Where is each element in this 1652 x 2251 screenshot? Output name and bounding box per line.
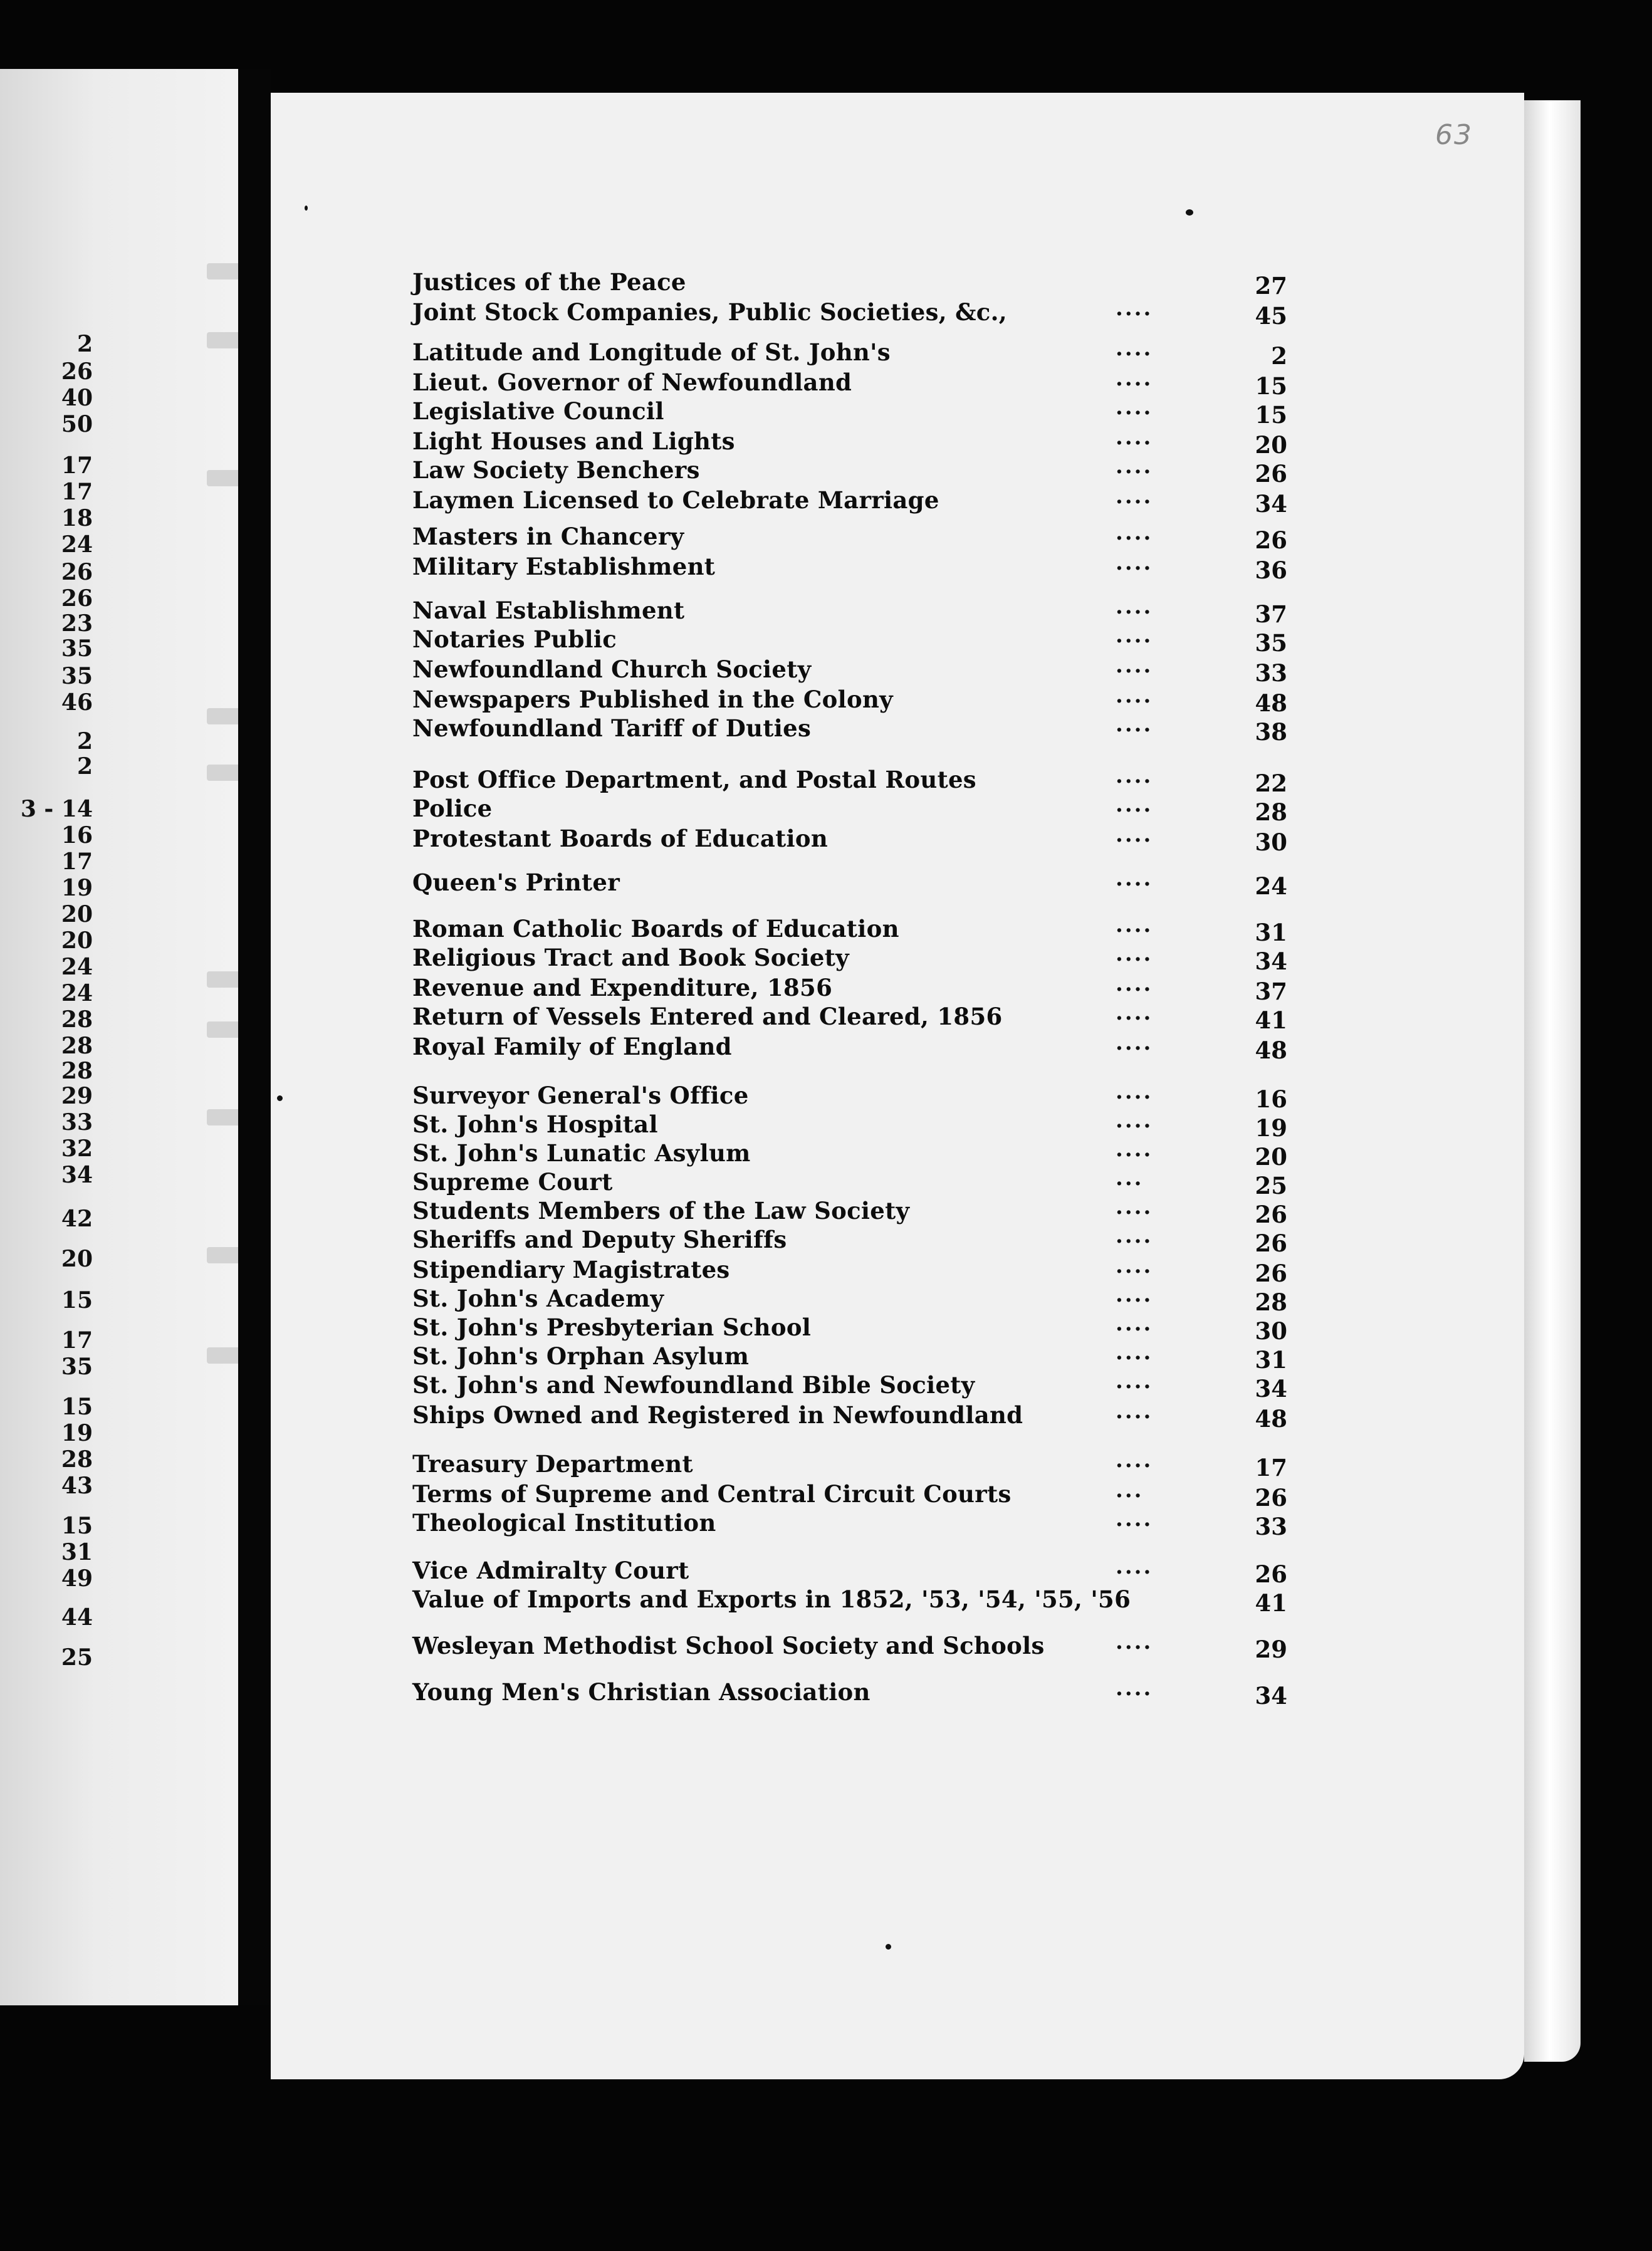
index-entry-page-number: 41 (1255, 1589, 1287, 1617)
left-page-number: 25 (61, 1644, 93, 1671)
index-entry-title: St. John's Presbyterian School (412, 1314, 812, 1341)
index-entry-page-number: 26 (1255, 1260, 1287, 1287)
index-entry-leader-dots: .... (1116, 712, 1153, 737)
index-entry-page-number: 15 (1255, 401, 1287, 429)
left-page-number: 20 (61, 927, 93, 954)
index-entry-page-number: 34 (1255, 1682, 1287, 1710)
left-page-number: 35 (61, 1354, 93, 1380)
left-page-number: 26 (61, 559, 93, 585)
index-entry-title: Young Men's Christian Association (412, 1678, 870, 1706)
index-entry-page-number: 38 (1255, 718, 1287, 746)
index-entry-page-number: 26 (1255, 460, 1287, 488)
index-entry-leader-dots: .... (1116, 1311, 1153, 1336)
index-entry-page-number: 30 (1255, 1317, 1287, 1345)
index-entry-page-number: 26 (1255, 1201, 1287, 1228)
index-entry-page-number: 34 (1255, 490, 1287, 518)
index-entry-page-number: 25 (1255, 1172, 1287, 1199)
left-page-number: 15 (61, 1513, 93, 1539)
left-page-number: 31 (61, 1539, 93, 1565)
left-page-number: 28 (61, 1006, 93, 1033)
index-entry-title: Surveyor General's Office (412, 1082, 749, 1109)
left-page-number: 15 (61, 1287, 93, 1314)
index-entry-leader-dots: .... (1116, 912, 1153, 937)
index-entry-title: Newfoundland Tariff of Duties (412, 714, 812, 742)
index-entry-leader-dots: .... (1116, 971, 1153, 996)
index-entry-title: Terms of Supreme and Central Circuit Courts (412, 1480, 1012, 1508)
index-entry-page-number: 29 (1255, 1636, 1287, 1663)
left-page-number: 19 (61, 1420, 93, 1446)
index-entry-leader-dots: .... (1116, 1507, 1153, 1532)
folio-note: 63 (1435, 119, 1473, 151)
index-entry-page-number: 2 (1271, 342, 1287, 370)
left-page-number: 28 (61, 1446, 93, 1473)
left-page-number: 3 - 14 (20, 796, 93, 822)
left-page-number: 33 (61, 1109, 93, 1136)
left-page-number: 15 (61, 1394, 93, 1420)
left-page-number: 26 (61, 585, 93, 612)
index-entry-page-number: 20 (1255, 431, 1287, 459)
left-page-number: 24 (61, 531, 93, 558)
left-page-number: 17 (61, 849, 93, 875)
left-page-number: 2 (76, 331, 93, 357)
index-entry-title: Police (412, 795, 493, 822)
index-entry-leader-dots: ... (1116, 1166, 1144, 1191)
index-entry-title: Sheriffs and Deputy Sheriffs (412, 1226, 787, 1253)
index-entry-page-number: 48 (1255, 1037, 1287, 1064)
index-entry-leader-dots: .... (1116, 1030, 1153, 1055)
index-entry-leader-dots: .... (1116, 1676, 1153, 1701)
index-entry-page-number: 31 (1255, 1346, 1287, 1374)
left-page-number: 34 (61, 1162, 93, 1188)
left-page-number: 24 (61, 980, 93, 1006)
index-entry-page-number: 48 (1255, 1405, 1287, 1433)
index-entry-title: Stipendiary Magistrates (412, 1256, 730, 1283)
index-entry-title: St. John's Orphan Asylum (412, 1342, 750, 1370)
index-entry-leader-dots: .... (1116, 1108, 1153, 1133)
left-page-number: 29 (61, 1083, 93, 1109)
index-entry-page-number: 33 (1255, 659, 1287, 687)
index-entry-title: Latitude and Longitude of St. John's (412, 338, 891, 366)
index-entry-leader-dots: .... (1116, 1079, 1153, 1104)
index-entry-page-number: 27 (1255, 272, 1287, 300)
index-entry-page-number: 48 (1255, 689, 1287, 717)
index-entry-title: Theological Institution (412, 1509, 716, 1537)
index-entry-title: Royal Family of England (412, 1033, 732, 1060)
index-entry-title: Post Office Department, and Postal Routes (412, 766, 976, 793)
left-page-number: 2 (76, 753, 93, 780)
index-entry-title: Ships Owned and Registered in Newfoundland (412, 1401, 1023, 1429)
index-entry-leader-dots: .... (1116, 395, 1153, 420)
index-entry-title: Revenue and Expenditure, 1856 (412, 974, 833, 1001)
left-page-number: 49 (61, 1565, 93, 1592)
index-entry-title: Light Houses and Lights (412, 427, 735, 455)
index-entry-title: Masters in Chancery (412, 523, 684, 550)
index-entry-title: Wesleyan Methodist School Society and Schools (412, 1632, 1045, 1659)
index-entry-page-number: 34 (1255, 948, 1287, 975)
left-page-number: 35 (61, 635, 93, 662)
left-page-number: 16 (61, 822, 93, 849)
index-entry-page-number: 17 (1255, 1454, 1287, 1481)
index-entry-title: Treasury Department (412, 1450, 693, 1478)
index-entry-title: Law Society Benchers (412, 456, 700, 484)
index-entry-title: Students Members of the Law Society (412, 1197, 910, 1225)
index-entry-title: St. John's Academy (412, 1285, 664, 1312)
index-entry-leader-dots: ... (1116, 1478, 1144, 1503)
left-page-number: 17 (61, 1327, 93, 1354)
left-page-number: 43 (61, 1473, 93, 1499)
left-page-number: 17 (61, 452, 93, 479)
left-page-number: 35 (61, 663, 93, 689)
index-entry-leader-dots: .... (1116, 1340, 1153, 1365)
index-entry-page-number: 26 (1255, 526, 1287, 554)
index-entry-page-number: 33 (1255, 1513, 1287, 1540)
left-page-number: 42 (61, 1206, 93, 1232)
index-entry-page-number: 45 (1255, 302, 1287, 330)
index-entry-leader-dots: .... (1116, 866, 1153, 891)
index-entry-title: Justices of the Peace (412, 268, 686, 296)
index-entry-title: Legislative Council (412, 397, 664, 425)
left-page-number: 19 (61, 875, 93, 901)
index-entry-title: Value of Imports and Exports in 1852, '53, '54, '55, '56 (412, 1585, 1131, 1613)
index-entry-title: Vice Admiralty Court (412, 1557, 689, 1584)
index-entry-leader-dots: .... (1116, 336, 1153, 361)
index-entry-page-number: 37 (1255, 978, 1287, 1005)
index-entry-page-number: 16 (1255, 1085, 1287, 1113)
index-entry-page-number: 20 (1255, 1143, 1287, 1171)
index-entry-leader-dots: .... (1116, 683, 1153, 708)
index-entry-page-number: 28 (1255, 1288, 1287, 1316)
index-entry-title: Queen's Printer (412, 869, 620, 896)
index-entry-leader-dots: .... (1116, 1137, 1153, 1162)
index-entry-leader-dots: .... (1116, 1399, 1153, 1424)
index-entry-title: Newspapers Published in the Colony (412, 686, 893, 713)
index-entry-page-number: 26 (1255, 1560, 1287, 1588)
index-entry-title: Religious Tract and Book Society (412, 944, 849, 971)
index-entry-leader-dots: .... (1116, 550, 1153, 575)
left-page-number: 20 (61, 901, 93, 927)
index-entry-page-number: 30 (1255, 828, 1287, 856)
left-page-number: 24 (61, 954, 93, 980)
index-entry-title: St. John's Lunatic Asylum (412, 1139, 751, 1167)
index-entry-page-number: 19 (1255, 1114, 1287, 1142)
index-entry-leader-dots: .... (1116, 1223, 1153, 1248)
index-entry-leader-dots: .... (1116, 425, 1153, 450)
index-entry-leader-dots: .... (1116, 1448, 1153, 1473)
index-entry-page-number: 15 (1255, 372, 1287, 400)
index-entry-leader-dots: .... (1116, 1282, 1153, 1307)
index-entry-page-number: 26 (1255, 1230, 1287, 1257)
index-entry-leader-dots: .... (1116, 623, 1153, 648)
index-entry-leader-dots: .... (1116, 653, 1153, 678)
left-page-number: 40 (61, 385, 93, 411)
index-entry-title: St. John's and Newfoundland Bible Society (412, 1371, 975, 1399)
index-entry-leader-dots: .... (1116, 1554, 1153, 1579)
left-page-number: 46 (61, 689, 93, 716)
left-page-number: 20 (61, 1246, 93, 1272)
index-entry-page-number: 35 (1255, 629, 1287, 657)
index-entry-leader-dots: .... (1116, 1000, 1153, 1025)
left-page-number: 23 (61, 610, 93, 637)
index-entry-title: Roman Catholic Boards of Education (412, 915, 899, 943)
left-page-number: 2 (76, 728, 93, 755)
index-entry-title: Joint Stock Companies, Public Societies, &c., (412, 298, 1007, 326)
index-entry-title: Laymen Licensed to Celebrate Marriage (412, 486, 939, 514)
left-page-number: 28 (61, 1058, 93, 1084)
index-entry-title: Return of Vessels Entered and Cleared, 1856 (412, 1003, 1003, 1030)
index-entry-leader-dots: .... (1116, 454, 1153, 479)
left-page-number: 28 (61, 1033, 93, 1059)
index-entry-leader-dots: .... (1116, 484, 1153, 509)
index-entry-leader-dots: .... (1116, 1629, 1153, 1654)
index-entry-page-number: 28 (1255, 798, 1287, 826)
index-entry-leader-dots: .... (1116, 763, 1153, 788)
index-entry-leader-dots: .... (1116, 792, 1153, 817)
index-entry-page-number: 37 (1255, 600, 1287, 628)
left-page-number: 50 (61, 411, 93, 437)
index-entry-page-number: 22 (1255, 770, 1287, 797)
index-entry-page-number: 26 (1255, 1484, 1287, 1512)
index-entry-page-number: 36 (1255, 556, 1287, 584)
left-page-number: 26 (61, 358, 93, 385)
index-entry-title: St. John's Hospital (412, 1110, 658, 1138)
index-entry-title: Newfoundland Church Society (412, 655, 812, 683)
left-page-number: 17 (61, 479, 93, 505)
index-entry-leader-dots: .... (1116, 296, 1153, 321)
left-page-number: 44 (61, 1604, 93, 1631)
index-entry-leader-dots: .... (1116, 594, 1153, 619)
left-page-number: 18 (61, 505, 93, 531)
index-entry-leader-dots: .... (1116, 1253, 1153, 1278)
index-entry-leader-dots: .... (1116, 366, 1153, 391)
index-entry-leader-dots: .... (1116, 1369, 1153, 1394)
index-entry-page-number: 24 (1255, 872, 1287, 900)
index-entry-leader-dots: .... (1116, 520, 1153, 545)
index-entry-leader-dots: .... (1116, 1194, 1153, 1220)
left-page-number: 32 (61, 1136, 93, 1162)
index-entry-page-number: 34 (1255, 1375, 1287, 1402)
index-entry-leader-dots: .... (1116, 822, 1153, 847)
index-entry-title: Naval Establishment (412, 597, 685, 624)
index-entry-title: Notaries Public (412, 625, 617, 653)
index-entry-title: Supreme Court (412, 1168, 613, 1196)
index-entry-page-number: 41 (1255, 1006, 1287, 1034)
index-entry-leader-dots: .... (1116, 941, 1153, 966)
index-entry-title: Lieut. Governor of Newfoundland (412, 368, 852, 396)
index-entry-title: Protestant Boards of Education (412, 825, 829, 852)
index-entry-title: Military Establishment (412, 553, 716, 580)
index-entry-page-number: 31 (1255, 919, 1287, 946)
